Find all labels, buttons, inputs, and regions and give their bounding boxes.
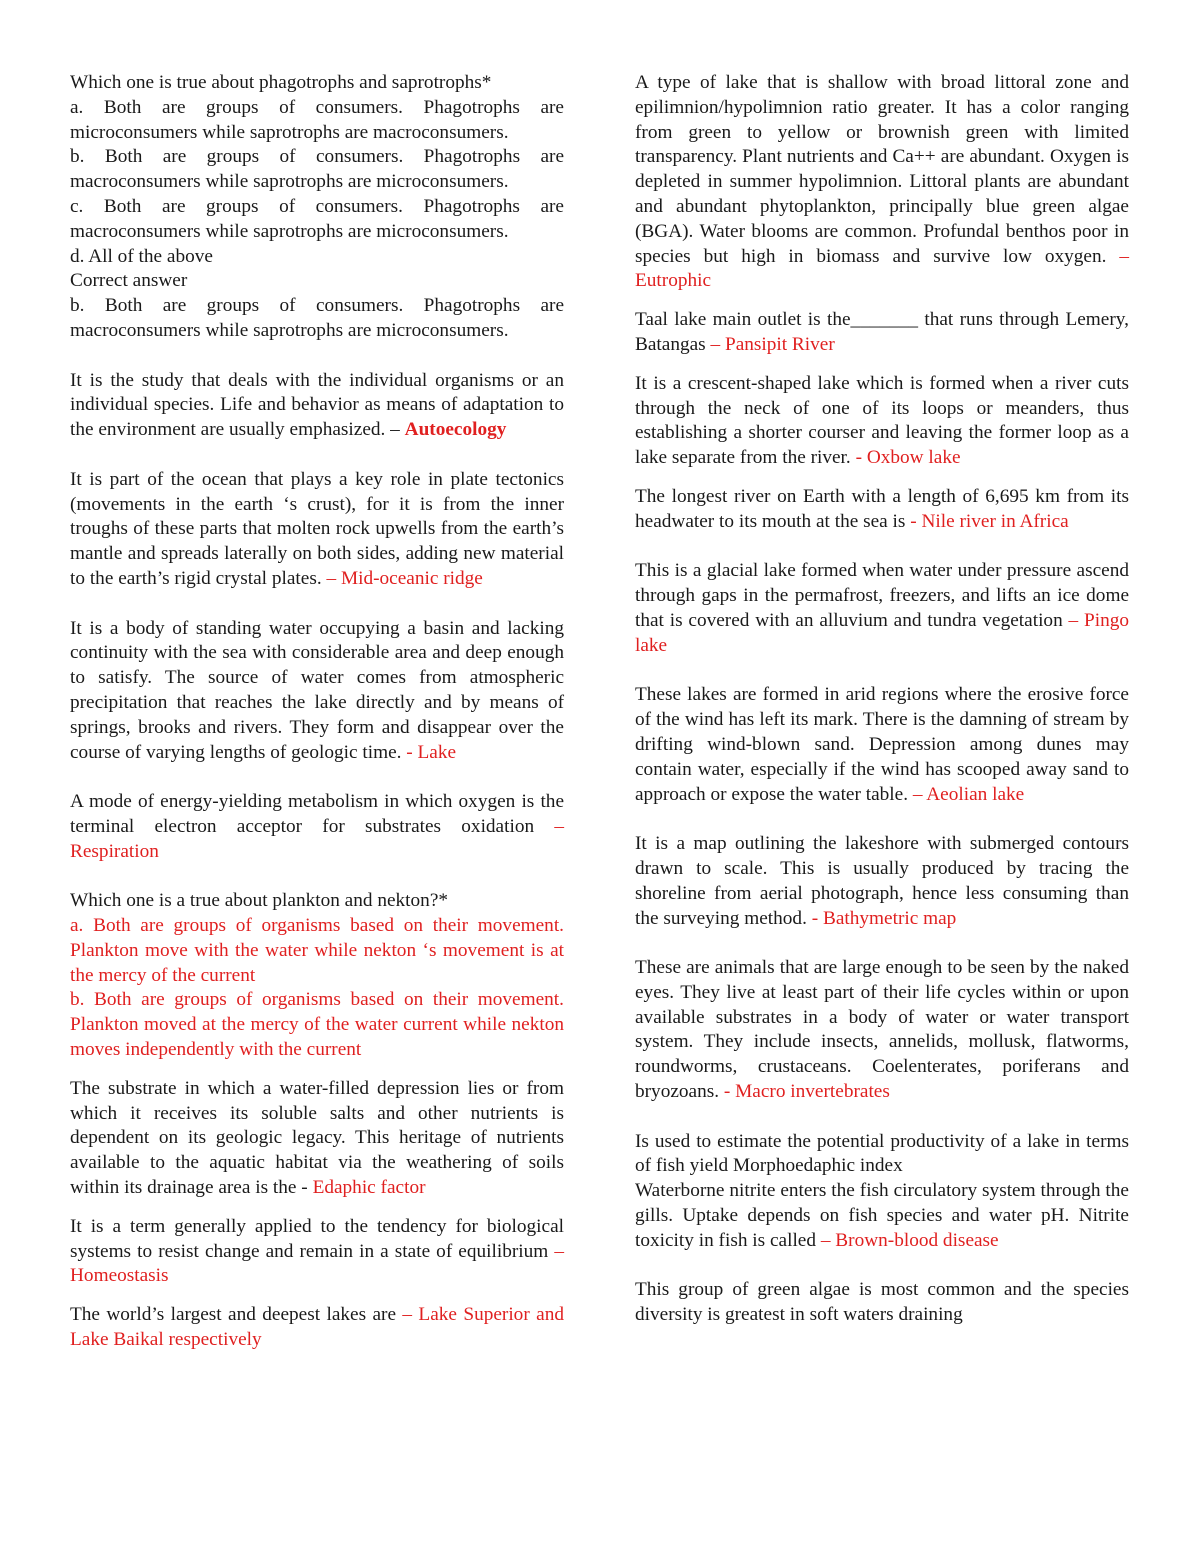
correct-answer-label: Correct answer [70, 270, 188, 292]
right-column [635, 71, 1129, 1328]
question-homeostasis [70, 1215, 564, 1289]
question-text: Taal lake main outlet is the_______ that runs through Lemery, Batangas [635, 309, 1129, 355]
question-oxbow-lake [635, 372, 1129, 471]
question-green-algae: This group of green algae is most common and the species diversity is greatest in soft waters draining [635, 1279, 1129, 1326]
correct-answer: b. Both are groups of consumers. Phagotrophs are macroconsumers while saprotrophs are microconsumers. [70, 295, 564, 341]
answer-largest-lakes: – Lake Superior and Lake Baikal respectively [70, 1304, 564, 1351]
answer-mid-oceanic-ridge: – Mid-oceanic ridge [326, 567, 483, 589]
answer-edaphic-factor: Edaphic factor [312, 1177, 426, 1199]
question-eutrophic [635, 71, 1129, 294]
left-column [70, 71, 564, 1353]
question-text: These lakes are formed in arid regions where the erosive force of the wind has left its mark. There is the damning of stream by drifting wind-blown sand. Depression among dunes may contain water, especially if the wind has scooped away sand to approach or expose the water table. [635, 684, 1129, 805]
answer-bathymetric-map: - Bathymetric map [811, 907, 957, 929]
question-plankton-nekton: Which one is a true about plankton and nekton?* [70, 890, 449, 912]
answer-brown-blood-disease: – Brown-blood disease [820, 1229, 999, 1251]
question-longest-river [635, 485, 1129, 535]
option-a: a. Both are groups of consumers. Phagotrophs are microconsumers while saprotrophs are macroconsumers. [70, 96, 564, 143]
question-mid-oceanic-ridge [70, 468, 564, 592]
question-brown-blood-disease [635, 1179, 1129, 1253]
question-edaphic-factor [70, 1077, 564, 1201]
question-text: It is a crescent-shaped lake which is formed when a river cuts through the neck of one of its loops or meanders, thus establishing a shorter courser and leaving the former loop as a lake separate from the river. [635, 372, 1129, 469]
question-pingo-lake [635, 559, 1129, 658]
answer-pingo-lake: – Pingo lake [635, 609, 1129, 656]
option-c: c. Both are groups of consumers. Phagotrophs are macroconsumers while saprotrophs are microconsumers. [70, 195, 564, 242]
answer-respiration: – Respiration [70, 815, 564, 862]
question-text: These are animals that are large enough to be seen by the naked eyes. They live at least part of their life cycles within or upon available substrates in a body of water or water transport system. They include insects, annelids, mollusk, flatworms, roundworms, crustaceans. Coelenterates, poriferans and bryozoans. [635, 957, 1129, 1103]
answer-aeolian-lake: – Aeolian lake [912, 783, 1025, 805]
question-text: It is part of the ocean that plays a key role in plate tectonics (movements in the earth ‘s crust), for it is from the inner troughs of these parts that molten rock upwells from the earth’s mantle and spreads laterally on both sides, adding new material to the earth’s rigid crystal plates. [70, 468, 564, 589]
question-taal-outlet [635, 308, 1129, 358]
question-text: The substrate in which a water-filled depression lies or from which it receives its soluble salts and other nutrients is dependent on its geologic legacy. This heritage of nutrients available to the aquatic habitat via the weathering of soils within its drainage area is the - [70, 1077, 564, 1199]
option-d: d. All of the above [70, 245, 213, 267]
option-b: b. Both are groups of consumers. Phagotrophs are macroconsumers while saprotrophs are microconsumers. [70, 146, 564, 193]
question-text: It is a term generally applied to the tendency for biological systems to resist change and remain in a state of equilibrium [70, 1215, 564, 1262]
question-autoecology [70, 369, 564, 443]
question-text: Waterborne nitrite enters the fish circulatory system through the gills. Uptake depends on fish species and water pH. Nitrite toxicity in fish is called [635, 1180, 1129, 1251]
question-text: It is the study that deals with the individual organisms or an individual species. Life and behavior as means of adaptation to the environment are usually emphasized. – [70, 369, 564, 441]
question-lake [70, 617, 564, 766]
question-text: A mode of energy-yielding metabolism in which oxygen is the terminal electron acceptor for substrates oxidation [70, 791, 564, 837]
question-text: It is a map outlining the lakeshore with submerged contours drawn to scale. This is usually produced by tracing the shoreline from aerial photograph, hence less consuming than the surveying method. [635, 833, 1129, 929]
answer-homeostasis: – Homeostasis [70, 1240, 564, 1287]
answer-eutrophic: – Eutrophic [635, 245, 1129, 292]
question-text: The longest river on Earth with a length of 6,695 km from its headwater to its mouth at the sea is [635, 485, 1129, 532]
question-morphoedaphic-index: Is used to estimate the potential productivity of a lake in terms of fish yield Morphoedaphic index [635, 1130, 1129, 1177]
question-respiration [70, 790, 564, 864]
option-a: a. Both are groups of organisms based on their movement. Plankton move with the water while nekton ‘s movement is at the mercy of the current [70, 915, 564, 986]
option-b: b. Both are groups of organisms based on their movement. Plankton moved at the mercy of the water current while nekton moves independently with the current [70, 989, 564, 1061]
answer-macro-invertebrates: - Macro invertebrates [723, 1081, 890, 1103]
question-bathymetric-map [635, 832, 1129, 931]
question-text: It is a body of standing water occupying a basin and lacking continuity with the sea with considerable area and deep enough to satisfy. The source of water comes from atmospheric precipitation that reaches the lake directly and by means of springs, brooks and rivers. They form and disappear over the course of varying lengths of geologic time. [70, 617, 564, 763]
question-text: This is a glacial lake formed when water under pressure ascend through gaps in the permafrost, freezers, and lifts an ice dome that is covered with an alluvium and tundra vegetation [635, 560, 1129, 631]
question-largest-lakes [70, 1303, 564, 1353]
question-aeolian-lake [635, 683, 1129, 807]
question-phagotrophs: Which one is true about phagotrophs and saprotrophs* [70, 72, 492, 93]
question-macro-invertebrates [635, 956, 1129, 1105]
answer-autoecology: Autoecology [404, 419, 507, 441]
question-text: A type of lake that is shallow with broad littoral zone and epilimnion/hypolimnion ratio greater. It has a color ranging from green to yellow or brownish green with limited transparency. Plant nutrients and Ca++ are abundant. Oxygen is depleted in summer hypolimnion. Littoral plants are abundant and abundant phytoplankton, principally blue green algae (BGA). Water blooms are common. Profundal benthos poor in species but high in biomass and survive low oxygen. [635, 72, 1129, 267]
answer-oxbow-lake: - Oxbow lake [855, 447, 961, 469]
answer-pansipit-river: – Pansipit River [710, 333, 835, 355]
question-text: The world’s largest and deepest lakes are [70, 1304, 396, 1326]
answer-nile-river: - Nile river in Africa [910, 510, 1069, 532]
answer-lake: - Lake [406, 741, 457, 763]
